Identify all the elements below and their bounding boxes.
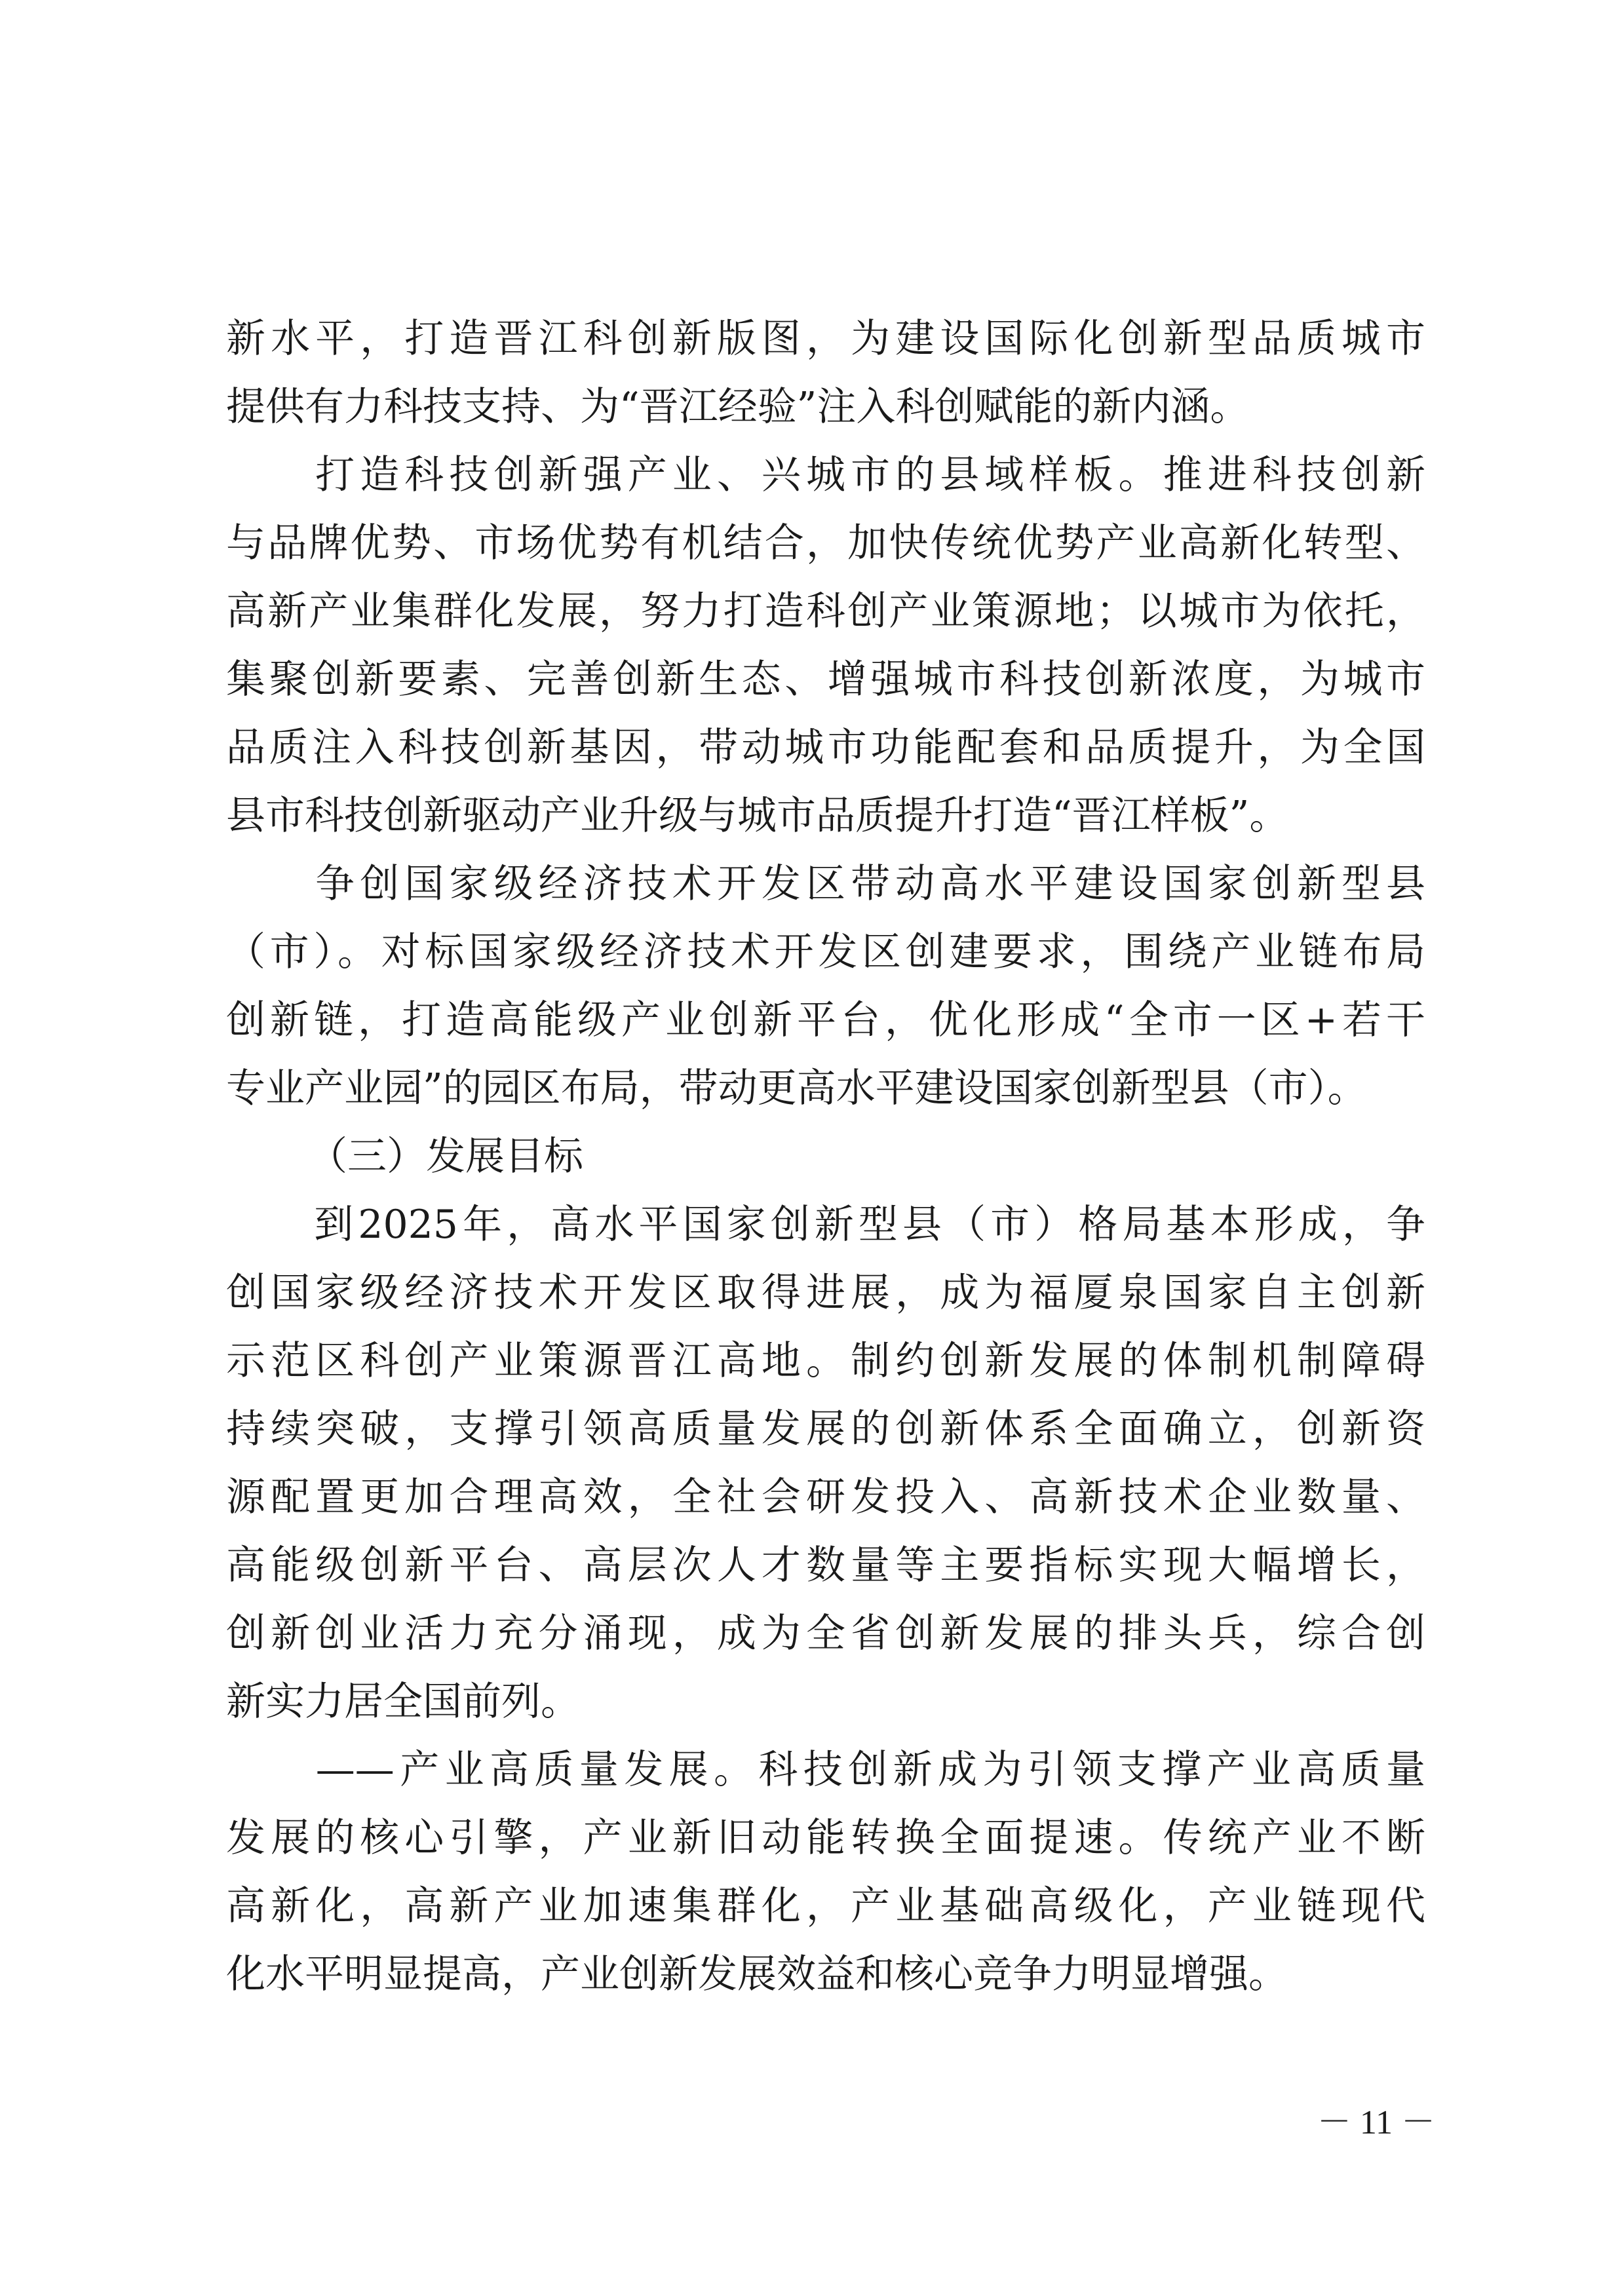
text-line: 高新产业集群化发展，努力打造科创产业策源地；以城市为依托， <box>226 588 1425 634</box>
text-line: 打造科技创新强产业、兴城市的县域样板。推进科技创新 <box>226 452 1425 498</box>
text-line: 到2025年，高水平国家创新型县（市）格局基本形成，争 <box>226 1202 1425 1248</box>
text-line: （市）。对标国家级经济技术开发区创建要求，围绕产业链布局 <box>226 929 1425 975</box>
text-line: 高能级创新平台、高层次人才数量等主要指标实现大幅增长， <box>226 1542 1425 1588</box>
text-line: 化水平明显提高，产业创新发展效益和核心竞争力明显增强。 <box>226 1951 1288 1997</box>
text-line: 集聚创新要素、完善创新生态、增强城市科技创新浓度，为城市 <box>226 657 1425 702</box>
text-line: 提供有力科技支持、为“晋江经验”注入科创赋能的新内涵。 <box>226 384 1250 430</box>
text-line: 新水平，打造晋江科创新版图，为建设国际化创新型品质城市 <box>226 316 1425 362</box>
text-line: 创新链，打造高能级产业创新平台，优化形成“全市一区+若干 <box>226 997 1425 1043</box>
text-line: 品质注入科技创新基因，带动城市功能配套和品质提升，为全国 <box>226 725 1425 771</box>
text-line: 持续突破，支撑引领高质量发展的创新体系全面确立，创新资 <box>226 1406 1425 1452</box>
text-line: ——产业高质量发展。科技创新成为引领支撑产业高质量 <box>226 1747 1425 1793</box>
text-line: 高新化，高新产业加速集群化，产业基础高级化，产业链现代 <box>226 1883 1425 1929</box>
text-line: 创新创业活力充分涌现，成为全省创新发展的排头兵，综合创 <box>226 1611 1425 1656</box>
text-line: 专业产业园”的园区布局，带动更高水平建设国家创新型县（市）。 <box>226 1065 1367 1111</box>
text-line: 新实力居全国前列。 <box>226 1679 580 1725</box>
text-line: 发展的核心引擎，产业新旧动能转换全面提速。传统产业不断 <box>226 1815 1425 1861</box>
text-line: 与品牌优势、市场优势有机结合，加快传统优势产业高新化转型、 <box>226 520 1425 566</box>
section-heading: （三）发展目标 <box>308 1134 583 1179</box>
text-line: 创国家级经济技术开发区取得进展，成为福厦泉国家自主创新 <box>226 1270 1425 1316</box>
text-line: 县市科技创新驱动产业升级与城市品质提升打造“晋江样板”。 <box>226 793 1289 839</box>
page-number: － 11 － <box>1317 2104 1435 2141</box>
text-line: 示范区科创产业策源晋江高地。制约创新发展的体制机制障碍 <box>226 1338 1425 1384</box>
text-line: 争创国家级经济技术开发区带动高水平建设国家创新型县 <box>226 861 1425 907</box>
body-text <box>226 305 1425 2008</box>
text-line: 源配置更加合理高效，全社会研发投入、高新技术企业数量、 <box>226 1474 1425 1520</box>
